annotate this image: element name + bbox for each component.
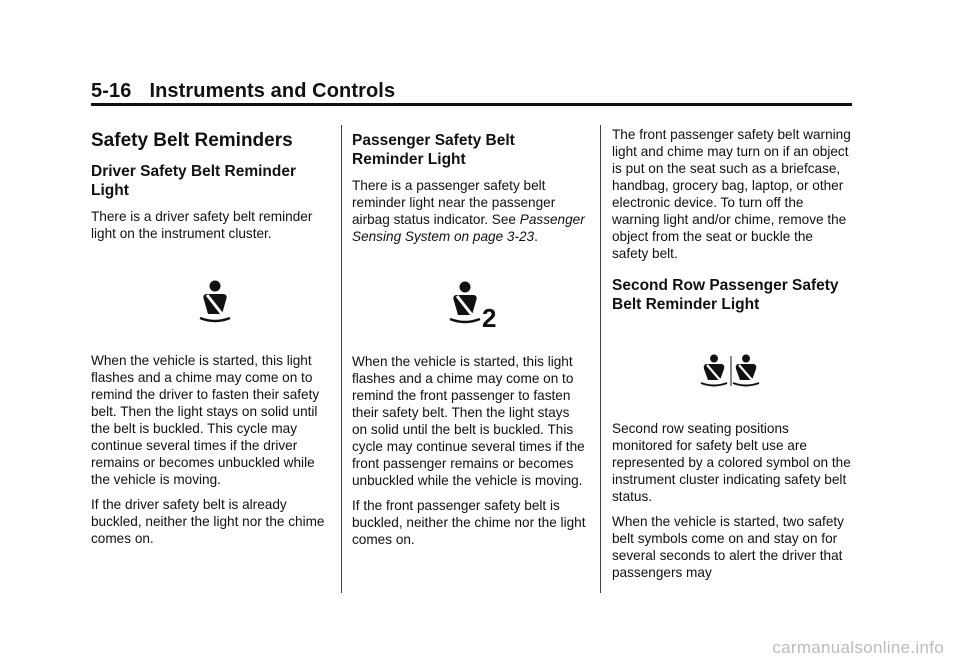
page-header	[91, 80, 395, 103]
subsection-heading: Passenger Safety Belt Reminder Light	[352, 132, 515, 168]
paragraph: If the front passenger safety belt is buckled, neither the chime nor the light comes on.	[352, 498, 586, 547]
paragraph: When the vehicle is started, this light flashes and a chime may come on to remind the front passenger to fasten their safety belt. Then the light stays on solid until the belt is buckled. This cycle may continue several times if the front passenger remains or becomes unbuckled while the vehicle is moving.	[352, 354, 585, 488]
watermark: carmanualsonline.info	[772, 638, 944, 657]
page-number: 5-16	[91, 80, 132, 102]
paragraph: If the driver safety belt is already buckled, neither the light nor the chime comes on.	[91, 497, 325, 546]
subsection-heading: Driver Safety Belt Reminder Light	[91, 163, 297, 199]
subsection-heading: Second Row Passenger Safety Belt Reminder Light	[612, 277, 839, 313]
cross-reference-link[interactable]: Passenger Sensing System on page 3-23	[352, 212, 585, 244]
paragraph: Second row seating positions monitored for safety belt use are represented by a colored symbol on the instrument cluster indicating safety belt status.	[612, 421, 851, 504]
paragraph: There is a passenger safety belt reminder light near the passenger airbag status indicator. See Passenger Sensing System on page 3-23.	[352, 178, 585, 244]
header-rule	[91, 103, 852, 106]
paragraph: There is a driver safety belt reminder light on the instrument cluster.	[91, 209, 313, 241]
paragraph: When the vehicle is started, two safety belt symbols come on and stay on for several seconds to alert the driver that passengers may	[612, 514, 844, 580]
paragraph: When the vehicle is started, this light flashes and a chime may come on to remind the driver to fasten their safety belt. Then the light stays on solid until the belt is buckled. This cycle may continue several times if the driver remains or becomes unbuckled while the vehicle is moving.	[91, 353, 320, 487]
paragraph: The front passenger safety belt warning light and chime may turn on if an object is put on the seat such as a briefcase, handbag, grocery bag, laptop, or other electronic device. To turn off the warning light and/or chime, remove the object from the seat or buckle the safety belt.	[612, 127, 851, 261]
column-1	[91, 126, 327, 547]
column-2	[352, 126, 588, 548]
column-divider	[341, 125, 342, 593]
seat-number-label: 2	[482, 303, 497, 331]
column-divider	[600, 125, 601, 593]
section-heading: Safety Belt Reminders	[91, 130, 293, 151]
column-3	[612, 126, 852, 581]
second-row-seatbelt-icon	[700, 354, 762, 388]
seatbelt-reminder-icon	[198, 280, 232, 324]
passenger-seatbelt-reminder-icon	[448, 281, 504, 331]
section-title: Instruments and Controls	[149, 80, 396, 102]
